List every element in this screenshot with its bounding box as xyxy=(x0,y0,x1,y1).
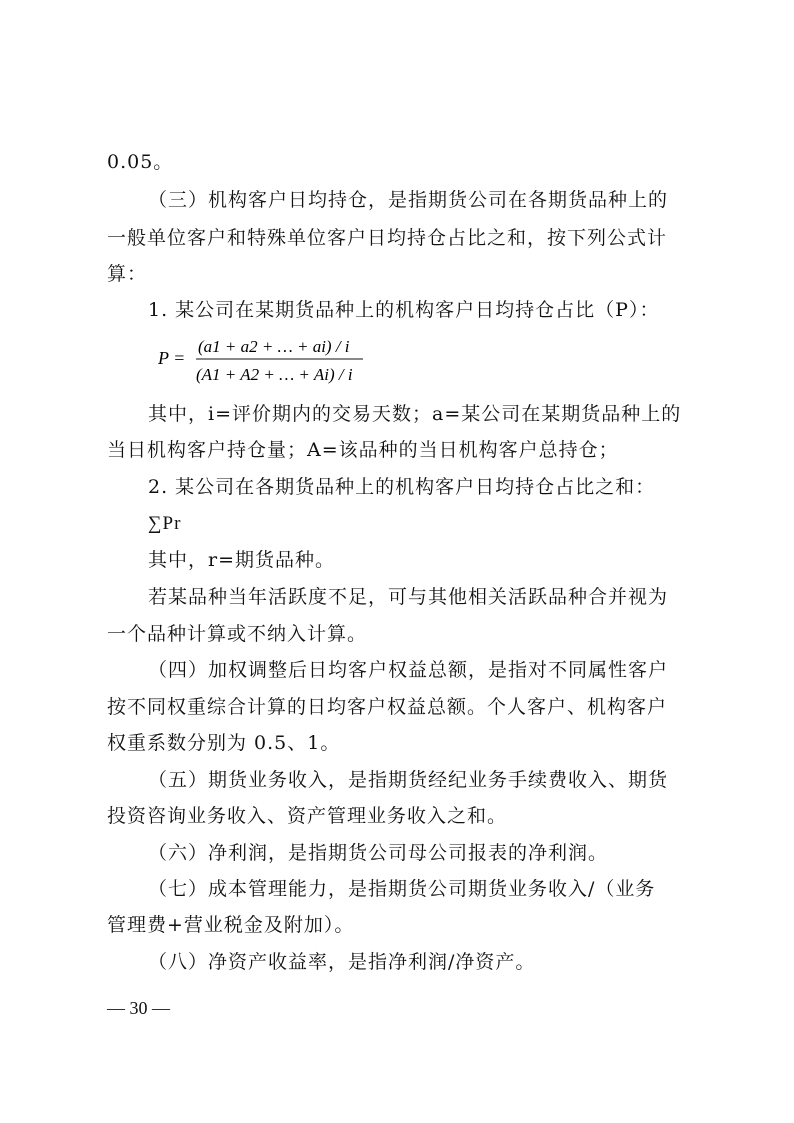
formula-numerator: (a1 + a2 + … + ai) / i xyxy=(198,337,350,356)
text-line: 按不同权重综合计算的日均客户权益总额。个人客户、机构客户 xyxy=(107,696,668,718)
text-line: ∑Pr xyxy=(148,513,182,534)
page-number: — 30 — xyxy=(107,998,170,1018)
formula-lhs: P = xyxy=(158,348,186,368)
text-line: （七）成本管理能力，是指期货公司期货业务收入/（业务 xyxy=(148,878,656,900)
text-line: 2. 某公司在各期货品种上的机构客户日均持仓占比之和： xyxy=(148,476,656,498)
text-line: （三）机构客户日均持仓，是指期货公司在各期货品种上的 xyxy=(148,189,669,211)
text-line: 其中，r=期货品种。 xyxy=(148,549,336,571)
text-line: 权重系数分别为 0.5、1。 xyxy=(107,732,341,754)
formula-denominator: (A1 + A2 + … + Ai) / i xyxy=(196,365,353,384)
text-line: 其中，i=评价期内的交易天数；a=某公司在某期货品种上的 xyxy=(148,403,682,425)
text-line: 当日机构客户持仓量；A=该品种的当日机构客户总持仓； xyxy=(107,439,619,461)
text-line: （五）期货业务收入，是指期货经纪业务手续费收入、期货 xyxy=(148,769,669,791)
text-line: 一个品种计算或不纳入计算。 xyxy=(107,623,368,645)
formula-svg xyxy=(158,330,378,390)
text-line: （八）净资产收益率，是指净利润/净资产。 xyxy=(148,951,536,973)
text-line: （四）加权调整后日均客户权益总额，是指对不同属性客户 xyxy=(148,659,669,681)
text-line: （六）净利润，是指期货公司母公司报表的净利润。 xyxy=(148,842,609,864)
text-line: 若某品种当年活跃度不足，可与其他相关活跃品种合并视为 xyxy=(148,586,669,608)
text-line: 0.05。 xyxy=(107,151,174,173)
text-line: 管理费+营业税金及附加）。 xyxy=(107,914,355,936)
text-line: 算： xyxy=(107,263,148,285)
text-line: 1. 某公司在某期货品种上的机构客户日均持仓占比（P）： xyxy=(148,299,660,321)
formula xyxy=(158,330,378,390)
text-line: 投资咨询业务收入、资产管理业务收入之和。 xyxy=(107,805,508,827)
text-line: 一般单位客户和特殊单位客户日均持仓占比之和，按下列公式计 xyxy=(107,227,668,249)
